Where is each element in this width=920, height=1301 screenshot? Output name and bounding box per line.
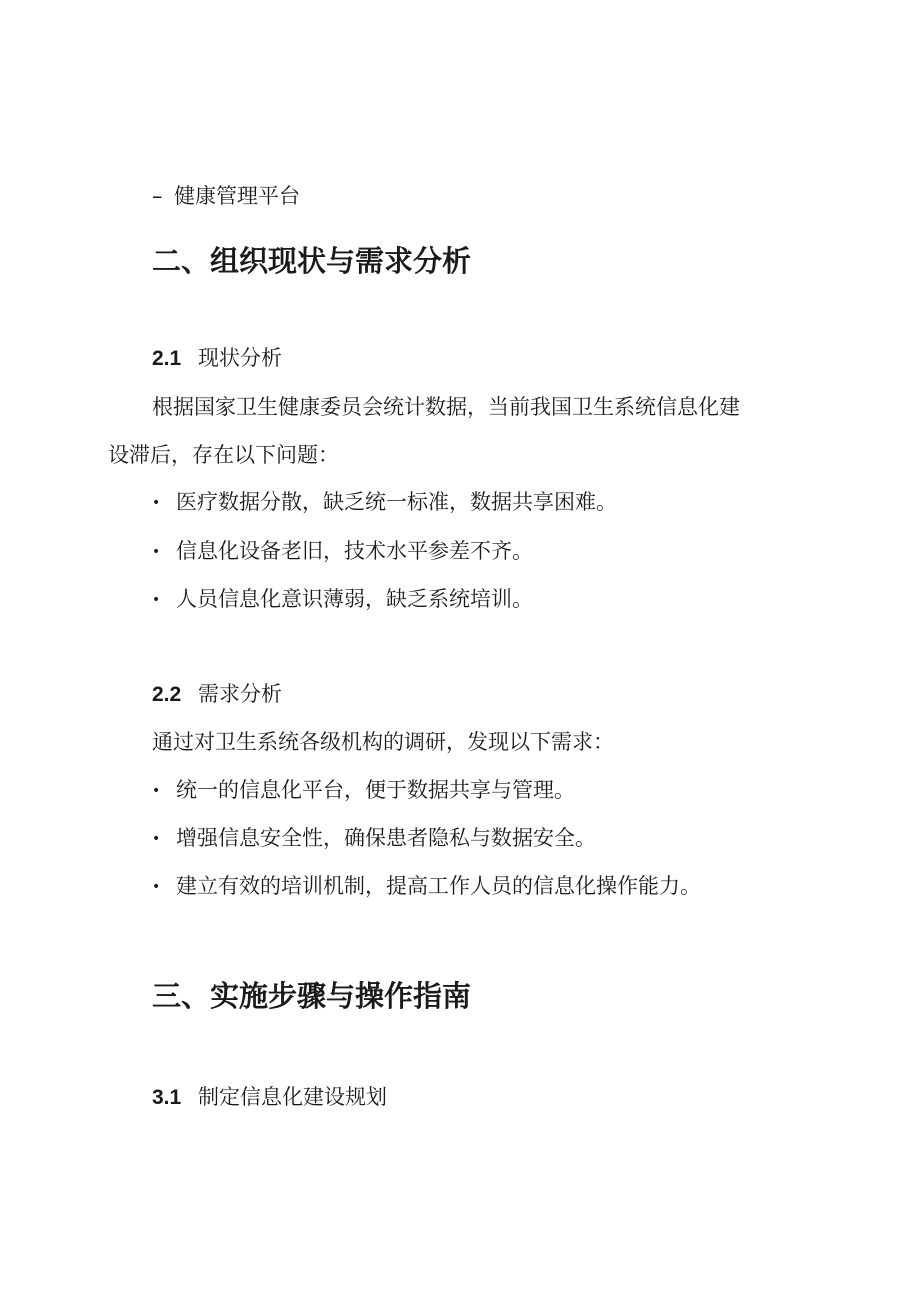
list-item-text: 医疗数据分散，缺乏统一标准，数据共享困难。 — [176, 490, 617, 514]
bullet-icon: • — [152, 495, 161, 511]
list-item-text: 增强信息安全性，确保患者隐私与数据安全。 — [176, 826, 596, 850]
list-item-text: 健康管理平台 — [174, 184, 300, 208]
subsection-number: 2.1 — [152, 347, 182, 370]
list-item — [152, 488, 617, 517]
list-item-text: 统一的信息化平台，便于数据共享与管理。 — [176, 778, 575, 802]
subsection-heading-2-1 — [152, 344, 282, 373]
subsection-number: 2.2 — [152, 683, 182, 706]
bullet-icon: • — [152, 879, 161, 895]
list-item-text: 人员信息化意识薄弱，缺乏系统培训。 — [176, 587, 533, 611]
list-item — [152, 537, 533, 566]
paragraph-line: 设滞后，存在以下问题： — [108, 443, 339, 467]
subsection-title: 制定信息化建设规划 — [198, 1085, 387, 1109]
bullet-icon: • — [152, 831, 161, 847]
subsection-number: 3.1 — [152, 1086, 182, 1109]
dash-marker: – — [152, 184, 163, 208]
bullet-icon: • — [152, 592, 161, 608]
list-item — [152, 585, 533, 614]
bullet-icon: • — [152, 544, 161, 560]
subsection-heading-3-1 — [152, 1083, 387, 1112]
paragraph-line: 通过对卫生系统各级机构的调研，发现以下需求： — [152, 730, 614, 754]
list-item-text: 信息化设备老旧，技术水平参差不齐。 — [176, 539, 533, 563]
bullet-icon: • — [152, 783, 161, 799]
list-item — [152, 824, 596, 853]
list-item-text: 建立有效的培训机制，提高工作人员的信息化操作能力。 — [176, 874, 701, 898]
section-heading-3: 三、实施步骤与操作指南 — [152, 979, 472, 1013]
paragraph-line: 根据国家卫生健康委员会统计数据，当前我国卫生系统信息化建 — [152, 395, 740, 419]
continued-list-item — [152, 182, 300, 210]
subsection-title: 现状分析 — [198, 346, 282, 370]
section-heading-2: 二、组织现状与需求分析 — [152, 244, 472, 278]
list-item — [152, 872, 701, 901]
subsection-heading-2-2 — [152, 680, 282, 709]
list-item — [152, 776, 575, 805]
subsection-title: 需求分析 — [198, 682, 282, 706]
